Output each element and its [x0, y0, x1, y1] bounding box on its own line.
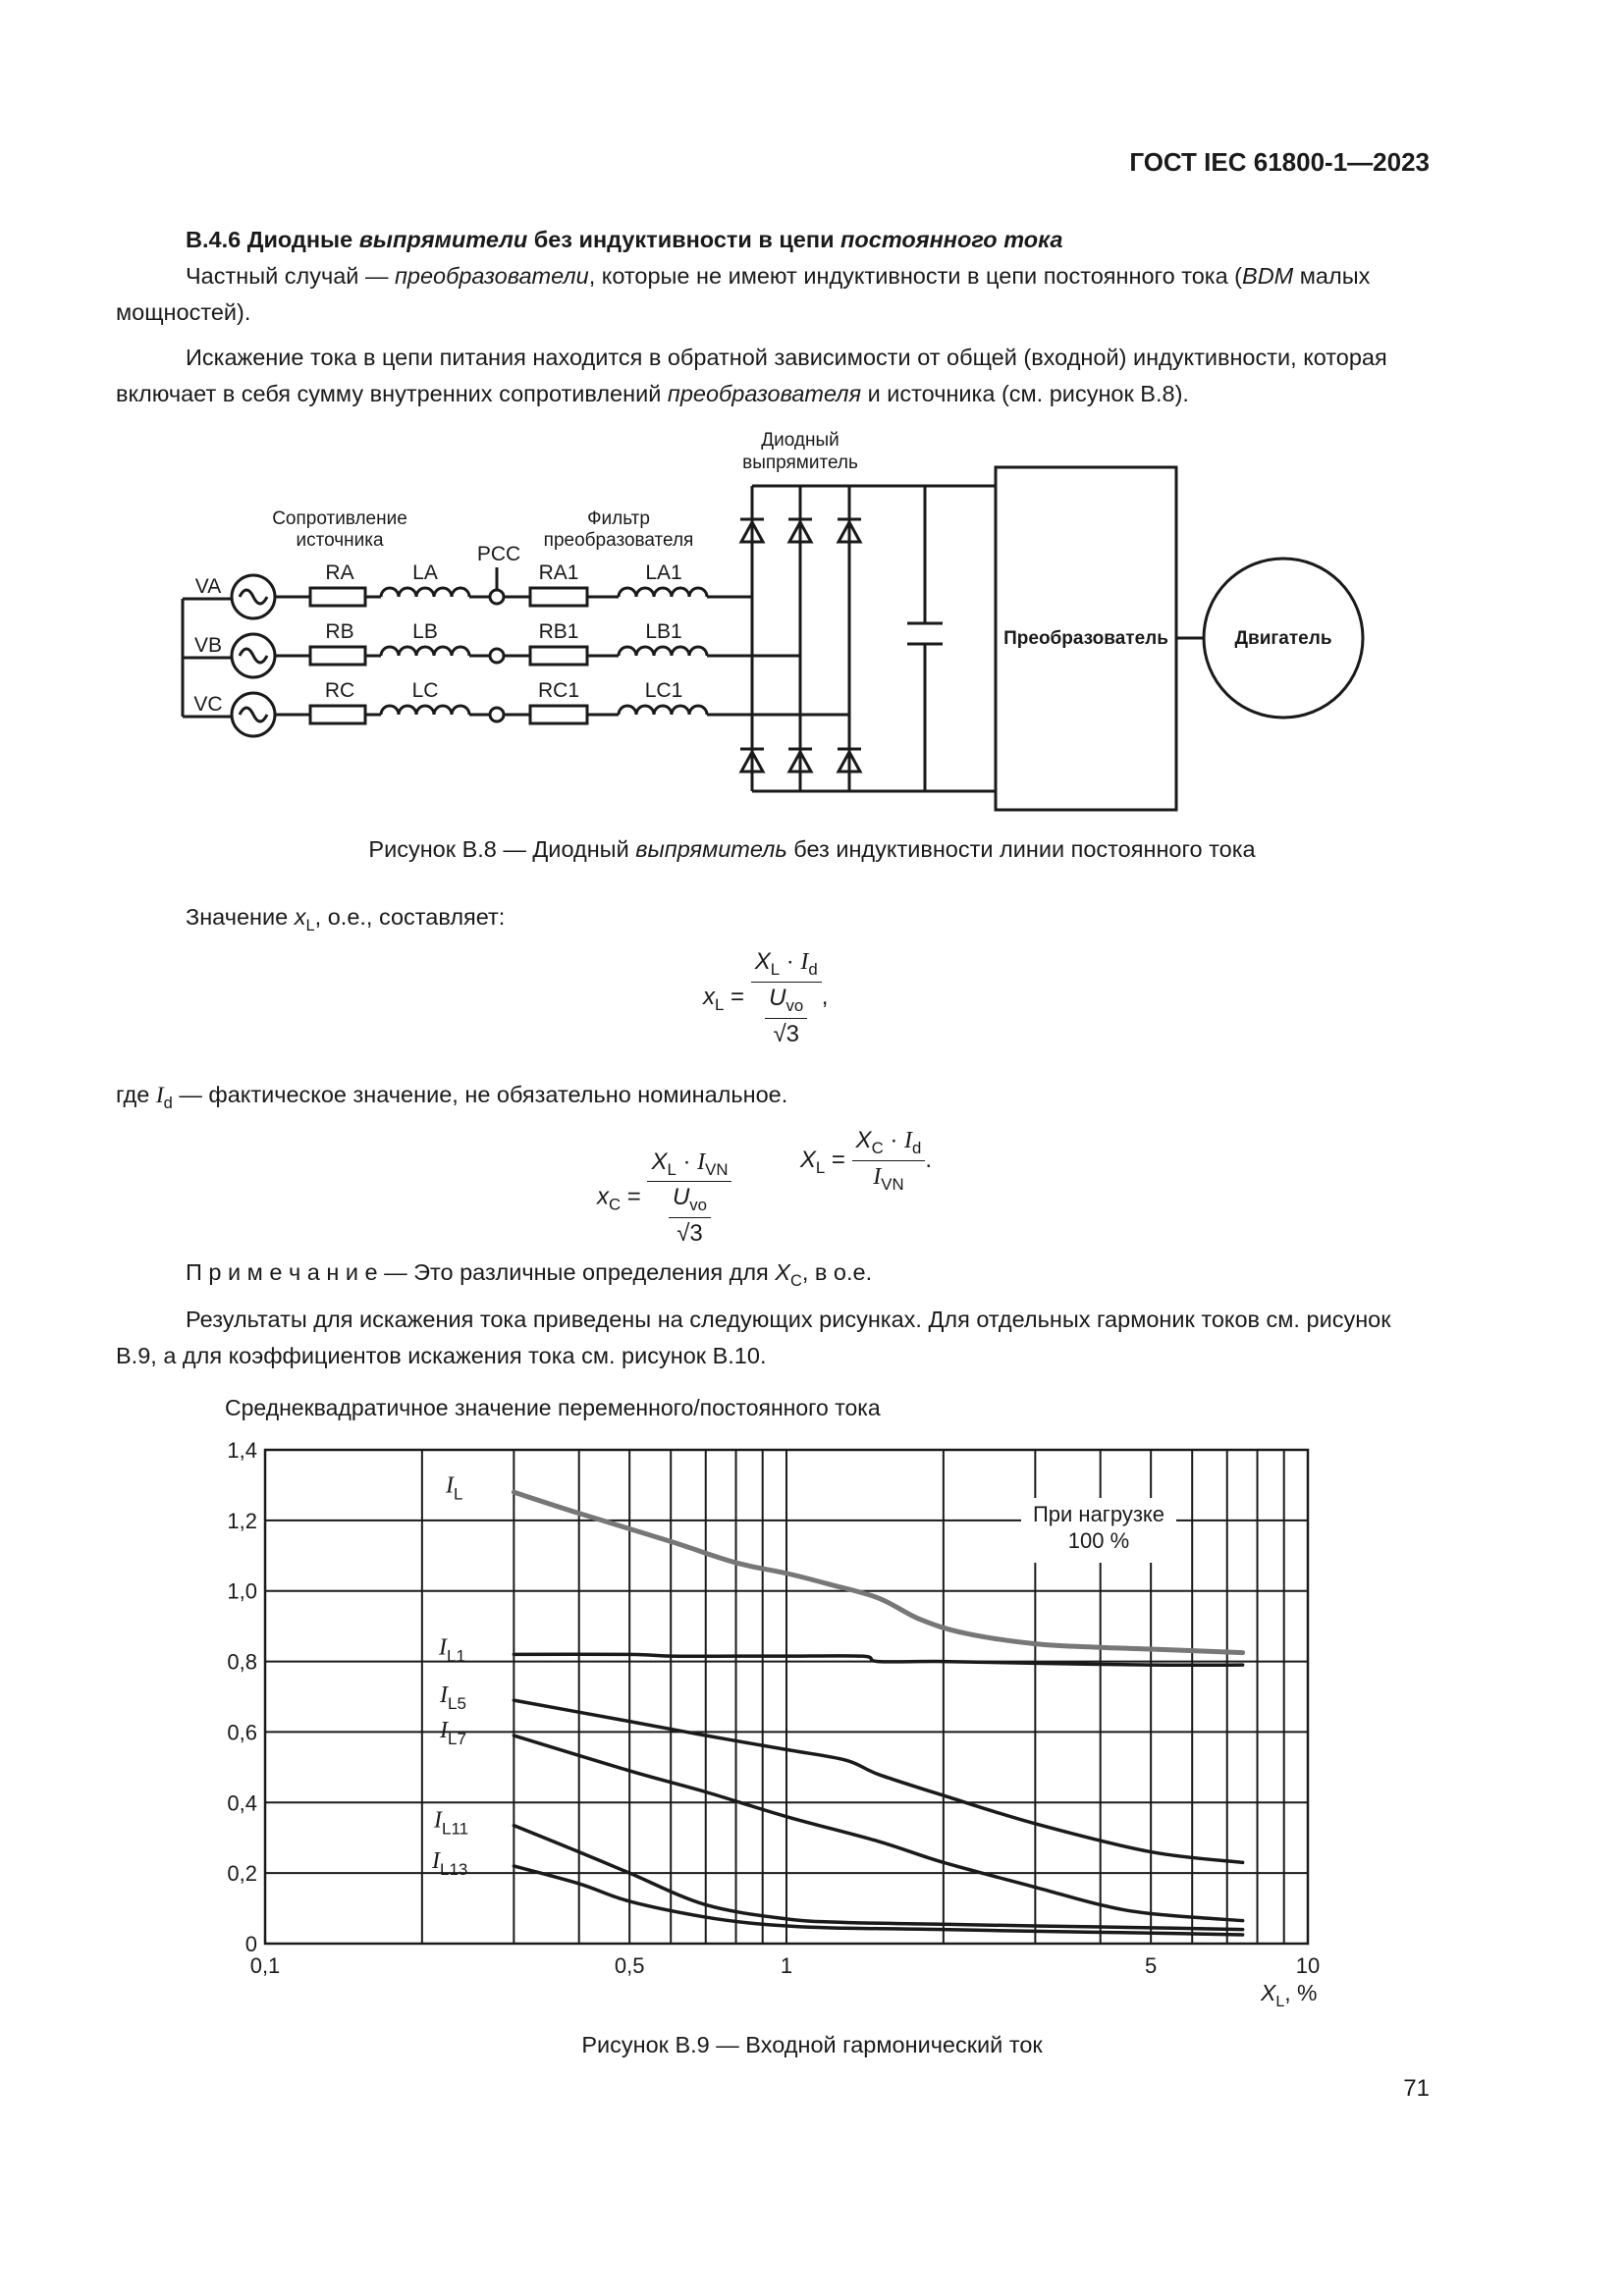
document-header: ГОСТ IEC 61800-1—2023: [1129, 147, 1430, 177]
series-label-l1: $I_{L1}$: [439, 1634, 465, 1666]
y-tick-label: 0,8: [227, 1649, 257, 1675]
label-lc1: LC1: [644, 679, 683, 702]
text-run: где: [116, 1082, 156, 1107]
series-label-l11: $I_{L11}$: [434, 1807, 469, 1839]
text-run: выпрямитель: [635, 836, 787, 862]
label-ra: RA: [325, 561, 354, 584]
value-line: [186, 899, 505, 944]
series-label-l7: $I_{L7}$: [440, 1718, 466, 1749]
text-run: I: [155, 1083, 164, 1108]
text-run: BDM: [1242, 263, 1294, 289]
x-axis-label: $X_L$, %: [1261, 1980, 1318, 2010]
label-source-resistance: источника: [296, 530, 384, 551]
text-run: Рисунок В.8 — Диодный: [368, 836, 636, 862]
circuit-diagram: [0, 412, 1624, 825]
text-run: и источника (см. рисунок В.8).: [861, 381, 1189, 406]
y-tick-label: 1,4: [227, 1438, 257, 1463]
chart-title: Среднеквадратичное значение переменного/постоянного тока: [225, 1395, 881, 1420]
label-converter-filter: преобразователя: [543, 530, 694, 551]
y-tick-label: 0,4: [227, 1790, 257, 1816]
text-run: Искажение тока в цепи питания находится в обратной зависимости от общей (входной) индуктивности, которая включает в себя сумму внутренних сопротивлений: [116, 345, 1387, 406]
label-rb1: RB1: [538, 620, 579, 643]
x-tick-label: 0,5: [614, 1953, 645, 1978]
text-run: , в о.е.: [801, 1259, 873, 1285]
label-lc: LC: [411, 679, 439, 702]
text-run: малых мощностей).: [116, 263, 1371, 325]
text-run: без индуктивности линии постоянного тока: [786, 836, 1256, 862]
harmonic-current-chart: [0, 1394, 1624, 2042]
annotation-load-value: 100 %: [1067, 1528, 1130, 1553]
label-converter-filter: Фильтр: [587, 508, 650, 529]
figure-b8-caption: [0, 836, 1624, 863]
section-heading: [116, 222, 1432, 258]
formula-xl: $x_L$ = $\frac{X_L \cdot I_d}{\frac{U_{vo}}{√3}}$ ,: [703, 948, 829, 1047]
label-vc: VC: [193, 693, 223, 716]
series-line-l5: [514, 1700, 1242, 1862]
text-run: C: [789, 1271, 802, 1290]
y-tick-label: 0: [244, 1932, 257, 1956]
pcc-node-a: [490, 590, 504, 604]
pcc-node-c: [490, 708, 504, 721]
formula-xc-xl: $x_C$ = $\frac{X_L \cdot I_{VN}}{\frac{U_{vo}}{√3}}$ $X_L$ = $\frac{X_C \cdot I_d}{I_{VN}}$ .: [597, 1127, 933, 1248]
text-run: — фактическое значение, не обязательно номинальное.: [172, 1082, 788, 1107]
figure-b9-caption: Рисунок В.9 — Входной гармонический ток: [581, 2032, 1043, 2057]
label-rc1: RC1: [537, 679, 580, 702]
series-label-l5: $I_{L5}$: [440, 1682, 466, 1714]
text-run: преобразователя: [667, 381, 862, 406]
label-va: VA: [194, 575, 222, 598]
label-lb1: LB1: [645, 620, 682, 643]
section-title-part: выпрямители: [358, 227, 528, 252]
text-run: Частный случай —: [186, 263, 395, 289]
section-title-part: Диодные: [246, 227, 359, 252]
x-tick-label: 0,1: [249, 1953, 281, 1978]
label-diode-rectifier: Диодный: [761, 430, 839, 451]
section-block: [116, 222, 1432, 412]
annotation-load-label: При нагрузке: [1032, 1502, 1165, 1526]
text-run: Значение: [186, 904, 295, 930]
label-converter: Преобразователь: [1003, 628, 1168, 649]
text-run: П р и м е ч а н и е — Это различные определения для: [186, 1259, 776, 1285]
pcc-node-b: [490, 649, 504, 663]
series-label-l: $I_L$: [446, 1472, 463, 1504]
label-ra1: RA1: [538, 561, 579, 584]
series-line-l7: [514, 1735, 1242, 1921]
x-tick-label: 1: [780, 1953, 793, 1978]
section-number: В.4.6: [186, 227, 242, 252]
section-title-part: без индуктивности в цепи: [527, 227, 841, 252]
text-run: , которые не имеют индуктивности в цепи постоянного тока (: [588, 263, 1243, 289]
text-run: d: [163, 1094, 173, 1112]
y-tick-label: 0,6: [227, 1720, 257, 1745]
paragraph-2: [116, 340, 1432, 412]
paragraph-1: [116, 258, 1432, 331]
note-line: [186, 1255, 872, 1300]
y-tick-label: 0,2: [227, 1861, 257, 1887]
text-run: , о.е., составляет:: [314, 904, 506, 930]
label-rc: RC: [324, 679, 355, 702]
label-diode-rectifier: выпрямитель: [742, 453, 858, 473]
label-rb: RB: [325, 620, 354, 643]
section-title-part: постоянного тока: [840, 227, 1063, 252]
text-run: X: [775, 1259, 790, 1285]
series-line-l1: [514, 1654, 1242, 1665]
label-vb: VB: [193, 634, 223, 657]
text-run: L: [305, 916, 315, 934]
y-tick-label: 1,0: [227, 1578, 257, 1604]
x-tick-label: 10: [1295, 1953, 1321, 1978]
x-tick-label: 5: [1145, 1953, 1158, 1978]
label-source-resistance: Сопротивление: [272, 508, 407, 529]
label-la1: LA1: [645, 561, 682, 584]
page-number: 71: [1403, 2075, 1430, 2102]
label-motor: Двигатель: [1234, 628, 1332, 649]
text-run: преобразователи: [394, 263, 589, 289]
label-lb: LB: [412, 620, 438, 643]
y-tick-label: 1,2: [227, 1508, 257, 1533]
series-label-l13: $I_{L13}$: [432, 1847, 468, 1879]
paragraph-3: Результаты для искажения тока приведены на следующих рисунках. Для отдельных гармоник токов см. рисунок В.9, а для коэффициентов искажения тока см. рисунок В.10.: [116, 1307, 1391, 1368]
label-la: LA: [412, 561, 438, 584]
label-pcc: PCC: [476, 543, 521, 565]
where-line: [116, 1077, 787, 1122]
text-run: x: [294, 904, 306, 930]
